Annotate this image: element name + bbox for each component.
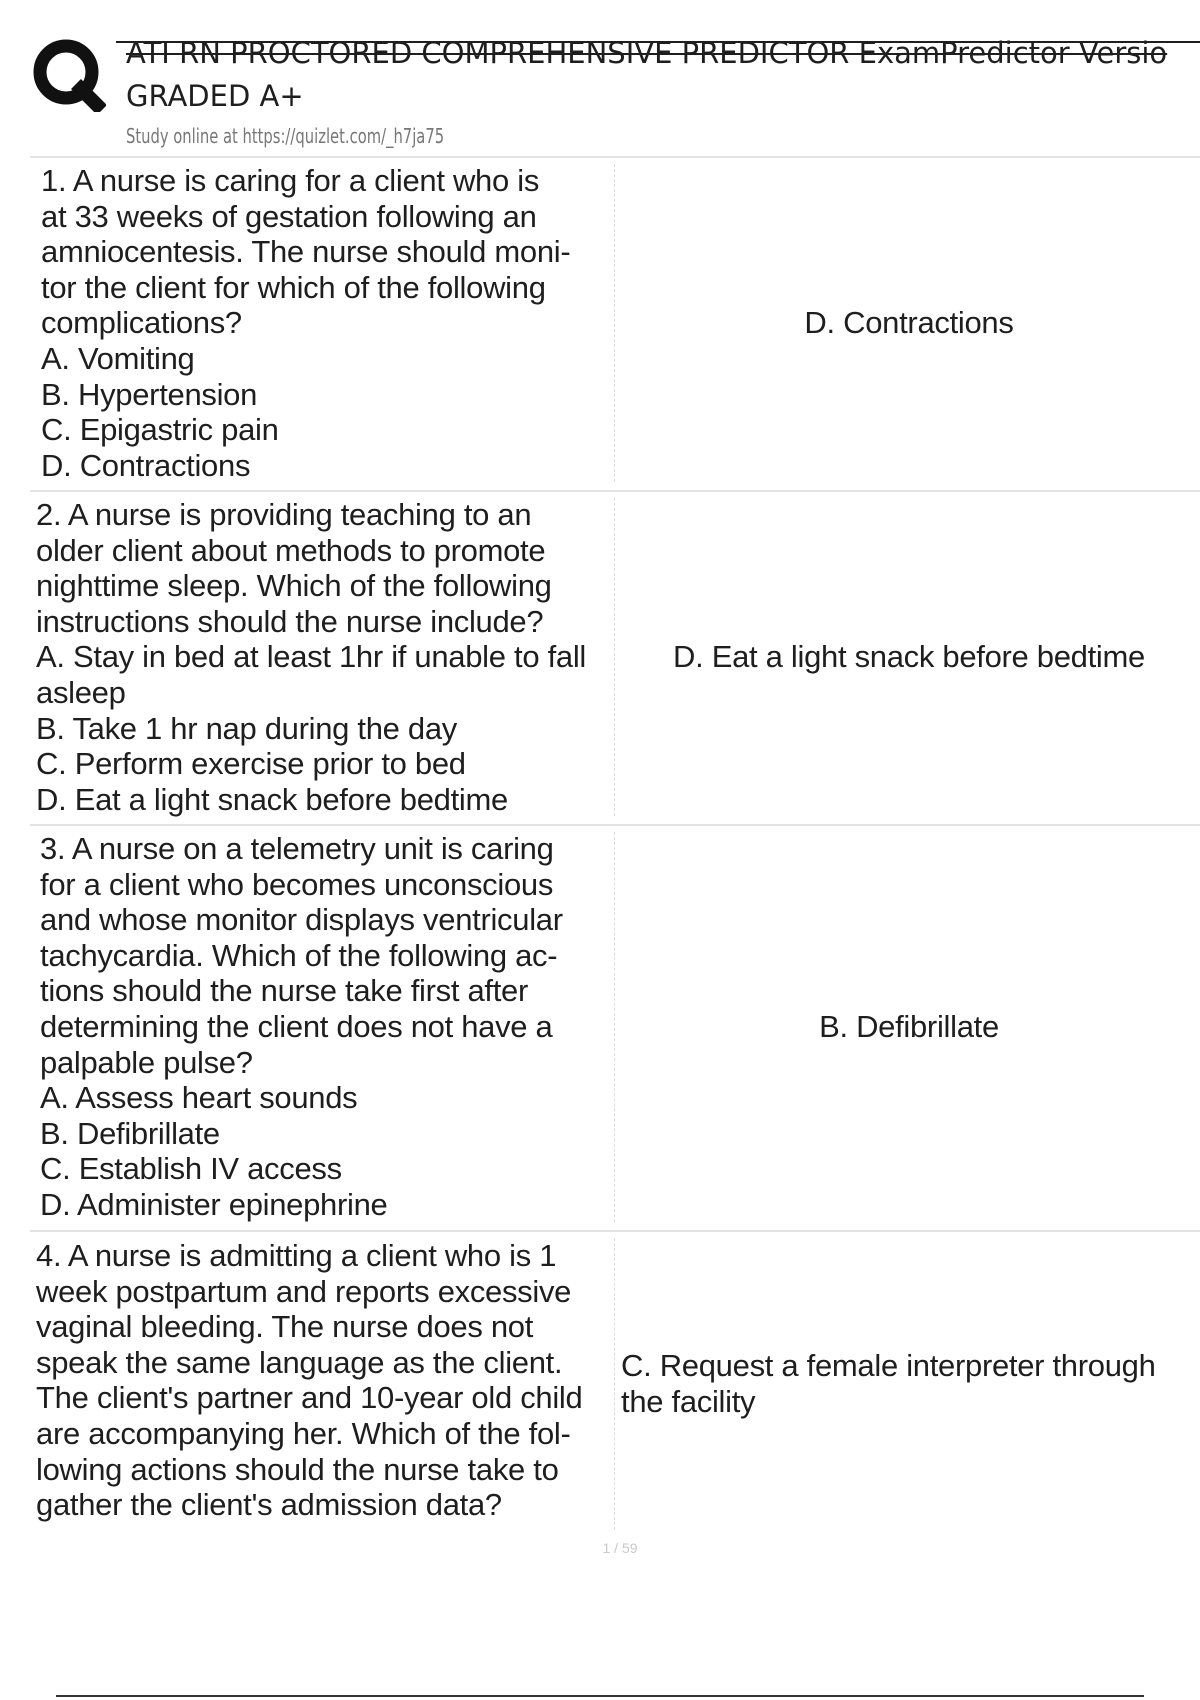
flashcard-2-question [36, 497, 614, 817]
column-divider [614, 1238, 615, 1530]
row-divider [30, 156, 1200, 158]
option-line: A. Vomiting [41, 340, 195, 376]
question-line: 1. A nurse is caring for a client who is [41, 163, 540, 198]
flashcard-4-question [36, 1238, 614, 1523]
answer-text: C. Request a female interpreter through [621, 1348, 1156, 1384]
question-line: 3. A nurse on a telemetry unit is caring [40, 831, 554, 866]
question-line: amniocentesis. The nurse should moni- [41, 234, 571, 270]
question-line: determining the client does not have a [40, 1008, 553, 1044]
flashcard-1-question [41, 163, 619, 483]
option-line: C. Perform exercise prior to bed [36, 746, 466, 782]
option-line: D. Contractions [41, 447, 251, 483]
page-number: 1 / 59 [602, 1540, 638, 1556]
answer-text: the facility [621, 1384, 756, 1419]
question-line: at 33 weeks of gestation following an [41, 198, 537, 234]
option-line: asleep [36, 674, 126, 710]
question-line: week postpartum and reports excessive [36, 1273, 572, 1309]
quizlet-logo-icon [32, 38, 106, 112]
flashcard-3-answer [618, 828, 1200, 1226]
question-line: vaginal bleeding. The nurse does not [36, 1309, 534, 1345]
question-line: older client about methods to promote [36, 532, 546, 568]
question-line: nighttime sleep. Which of the following [36, 568, 552, 604]
option-line: C. Establish IV access [40, 1151, 342, 1187]
row-divider [30, 824, 1200, 826]
question-line: speak the same language as the client. [36, 1344, 563, 1380]
option-line: C. Epigastric pain [41, 412, 279, 448]
option-line: B. Take 1 hr nap during the day [36, 710, 457, 746]
question-line: 4. A nurse is admitting a client who is 1 [36, 1238, 557, 1273]
answer-text: D. Eat a light snack before bedtime [673, 639, 1145, 675]
flashcard-3-question [40, 831, 618, 1223]
question-line: palpable pulse? [40, 1044, 253, 1080]
column-divider [614, 498, 615, 816]
option-line: A. Stay in bed at least 1hr if unable to fall [36, 639, 587, 675]
question-line: lowing actions should the nurse take to [36, 1451, 559, 1487]
question-line: gather the client's admission data? [36, 1487, 502, 1523]
answer-text: D. Contractions [804, 305, 1014, 341]
question-line: instructions should the nurse include? [36, 603, 544, 639]
question-line: for a client who becomes unconscious [40, 866, 554, 902]
document-subtitle: GRADED A+ [126, 79, 304, 113]
option-line: D. Eat a light snack before bedtime [36, 781, 508, 817]
flashcard-1-answer [618, 160, 1200, 486]
option-line: B. Hypertension [41, 376, 258, 412]
question-line: tor the client for which of the following [41, 269, 546, 305]
row-divider [30, 1230, 1200, 1232]
flashcard-2-answer [618, 494, 1200, 820]
option-line: B. Defibrillate [40, 1115, 220, 1151]
question-line: complications? [41, 305, 242, 341]
answer-text: B. Defibrillate [819, 1009, 999, 1045]
flashcard-4-answer [618, 1234, 1200, 1534]
document-title: ATI RN PROCTORED COMPREHENSIVE PREDICTOR ExamPredictor Versio [126, 36, 1168, 70]
question-line: and whose monitor displays ventricular [40, 902, 563, 938]
question-line: tachycardia. Which of the following ac- [40, 937, 558, 973]
option-line: A. Assess heart sounds [40, 1080, 358, 1116]
footer-rule [56, 1695, 1144, 1697]
study-online-link[interactable]: Study online at https://quizlet.com/_h7ja75 [126, 124, 445, 148]
row-divider [30, 490, 1200, 492]
question-line: are accompanying her. Which of the fol- [36, 1415, 571, 1451]
question-line: tions should the nurse take first after [40, 973, 529, 1009]
question-line: The client's partner and 10-year old child [36, 1380, 583, 1416]
question-line: 2. A nurse is providing teaching to an [36, 497, 532, 532]
option-line: D. Administer epinephrine [40, 1186, 388, 1222]
